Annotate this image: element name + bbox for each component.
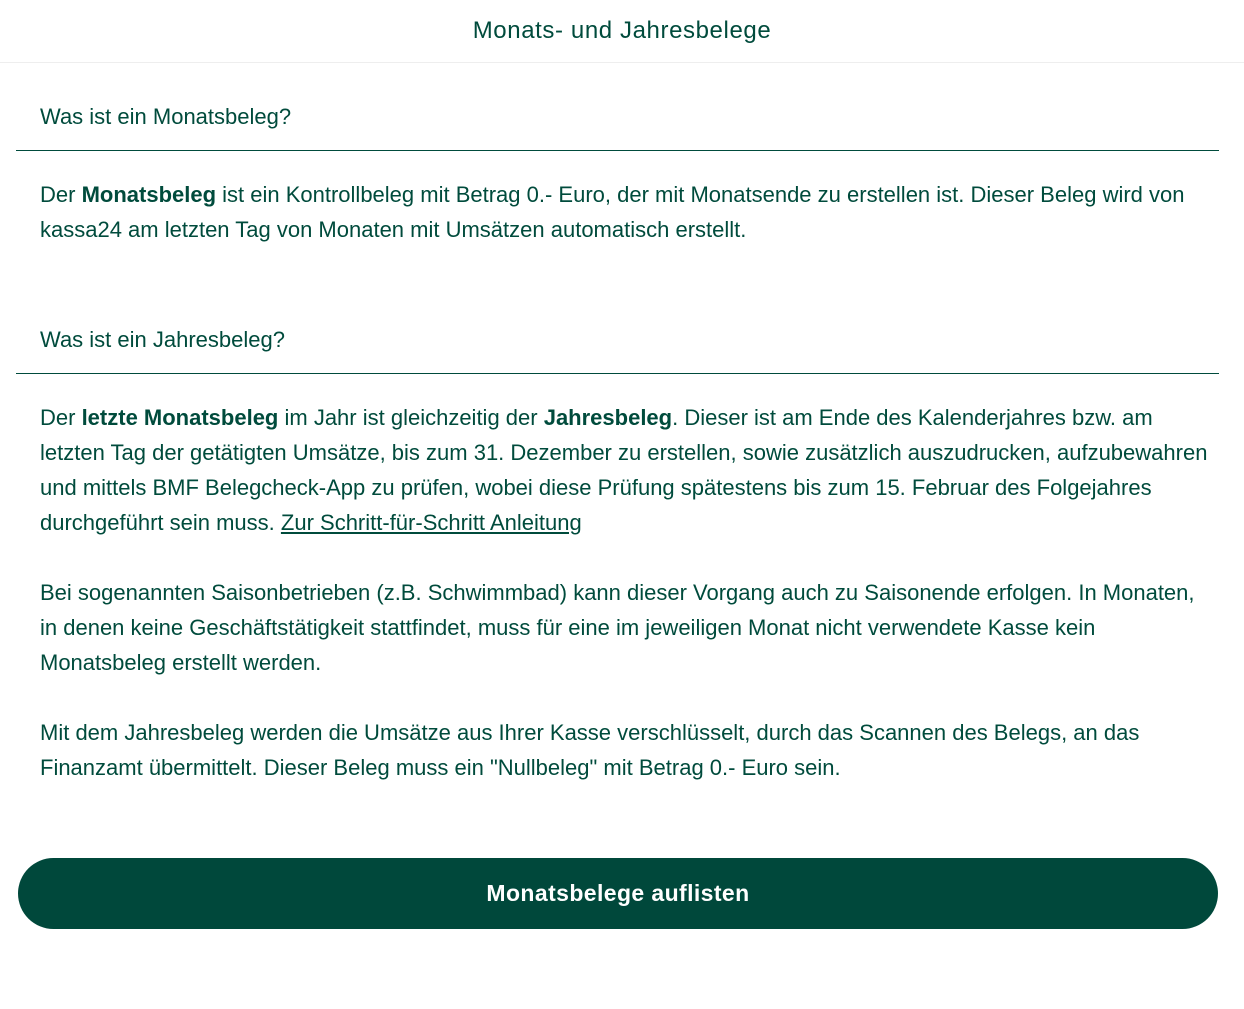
list-monatsbelege-button[interactable]: Monatsbelege auflisten [18, 858, 1218, 929]
monatsbeleg-paragraph [40, 177, 1210, 247]
letzte-monatsbeleg-bold: letzte Monatsbeleg [81, 405, 279, 430]
monatsbeleg-rest: ist ein Kontrollbeleg mit Betrag 0.- Euro, der mit Monatsende zu erstellen ist. Dieser Beleg wird von kassa24 am letzten Tag von Monaten mit Umsätzen automatisch erstellt. [40, 182, 1185, 242]
jahresbeleg-paragraph-1 [40, 400, 1210, 540]
jahresbeleg-bold: Jahresbeleg [543, 405, 673, 430]
jahresbeleg-paragraph-2: Bei sogenannten Saisonbetrieben (z.B. Schwimmbad) kann dieser Vorgang auch zu Saisonende erfolgen. In Monaten, in denen keine Geschäftstätigkeit stattfindet, muss für eine im jeweiligen Monat nicht verwendete Kasse kein Monatsbeleg erstellt werden. [40, 580, 1195, 675]
jahresbeleg-rest: . Dieser ist am Ende des Kalenderjahres bzw. am letzten Tag der getätigten Umsätze, bis zum 31. Dezember zu erstellen, sowie zusätzlich auszudrucken, aufzubewahren und mittels BMF Belegcheck-App zu prüfen, wobei diese Prüfung spätestens bis zum 15. Februar des Folgejahres durchgeführt sein muss. [40, 405, 1208, 535]
jahresbeleg-heading: Was ist ein Jahresbeleg? [16, 327, 1219, 374]
page-title: Monats- und Jahresbelege [472, 17, 772, 44]
monatsbeleg-bold: Monatsbeleg [81, 182, 217, 207]
jahresbeleg-lead: Der [40, 405, 82, 430]
monatsbeleg-lead: Der [40, 182, 82, 207]
jahresbeleg-paragraph-3: Mit dem Jahresbeleg werden die Umsätze aus Ihrer Kasse verschlüsselt, durch das Scannen des Belegs, an das Finanzamt übermittelt. Dieser Beleg muss ein "Nullbeleg" mit Betrag 0.- Euro sein. [40, 720, 1140, 780]
anleitung-link[interactable]: Zur Schritt-für-Schritt Anleitung [280, 510, 582, 535]
monatsbeleg-heading: Was ist ein Monatsbeleg? [16, 104, 1219, 151]
header-bar [0, 0, 1244, 63]
jahresbeleg-mid: im Jahr ist gleichzeitig der [278, 405, 544, 430]
